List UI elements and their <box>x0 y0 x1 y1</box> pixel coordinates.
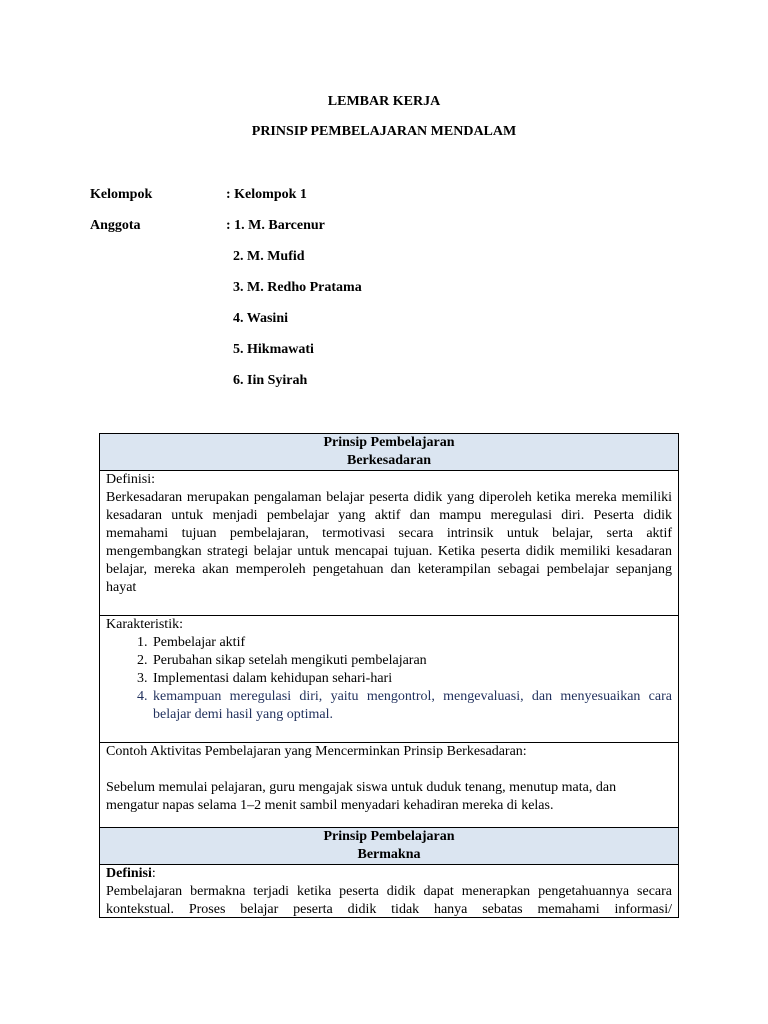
member-item: 4. Wasini <box>233 311 288 326</box>
example-label: Contoh Aktivitas Pembelajaran yang Mencerminkan Prinsip Berkesadaran: <box>106 744 527 759</box>
characteristics-list <box>106 634 672 724</box>
page-subtitle: PRINSIP PEMBELAJARAN MENDALAM <box>251 124 517 139</box>
list-item: 3. Implementasi dalam kehidupan sehari-hari <box>151 670 672 688</box>
section-header-line: Prinsip Pembelajaran <box>323 829 455 844</box>
definition-colon: : <box>151 866 156 881</box>
section-header-line: Bermakna <box>357 847 421 862</box>
member-item: 5. Hikmawati <box>233 342 314 357</box>
member-item: : 1. M. Barcenur <box>226 218 325 233</box>
definition-text: Pembelajaran bermakna terjadi ketika peserta didik dapat menerapkan pengetahuannya secara kontekstual. Proses belajar peserta didik tidak hanya sebatas memahami informasi/ <box>106 884 672 917</box>
section-header-berkesadaran <box>100 434 679 471</box>
members-label: Anggota <box>90 218 141 233</box>
definition-label: Definisi: <box>106 472 155 487</box>
list-item: 1. Pembelajar aktif <box>151 634 672 652</box>
example-text: Sebelum memulai pelajaran, guru mengajak siswa untuk duduk tenang, menutup mata, dan mengatur napas selama 1–2 menit sambil menyadari kehadiran mereka di kelas. <box>106 780 617 813</box>
characteristics-cell <box>100 616 679 743</box>
principles-table <box>99 433 679 918</box>
definition-text: Berkesadaran merupakan pengalaman belajar peserta didik yang diperoleh ketika mereka memiliki kesadaran untuk menjadi pembelajar yang aktif dan mampu meregulasi diri. Peserta didik memahami tujuan pembelajaran, termotivasi secara intrinsik untuk belajar, serta aktif mengembangkan strategi belajar untuk mencapai tujuan. Ketika peserta didik memiliki kesadaran belajar, mereka akan memperoleh pengetahuan dan keterampilan sebagai pembelajar sepanjang hayat <box>106 490 672 595</box>
group-value: : Kelompok 1 <box>226 187 307 202</box>
example-cell <box>100 743 679 828</box>
list-item: 2. Perubahan sikap setelah mengikuti pembelajaran <box>151 652 672 670</box>
list-item: 4. kemampuan meregulasi diri, yaitu mengontrol, mengevaluasi, dan menyesuaikan cara belajar demi hasil yang optimal. <box>151 688 672 724</box>
page-title: LEMBAR KERJA <box>327 94 441 109</box>
member-item: 3. M. Redho Pratama <box>233 280 362 295</box>
member-item: 6. Iin Syirah <box>233 373 308 388</box>
definition-cell <box>100 471 679 616</box>
characteristics-label: Karakteristik: <box>106 617 183 632</box>
section-header-line: Berkesadaran <box>347 453 431 468</box>
section-header-bermakna <box>100 828 679 865</box>
section-header-line: Prinsip Pembelajaran <box>323 435 455 450</box>
definition-label: Definisi <box>106 866 152 881</box>
group-label: Kelompok <box>90 187 153 202</box>
member-item: 2. M. Mufid <box>233 249 305 264</box>
definition-cell <box>100 865 679 918</box>
